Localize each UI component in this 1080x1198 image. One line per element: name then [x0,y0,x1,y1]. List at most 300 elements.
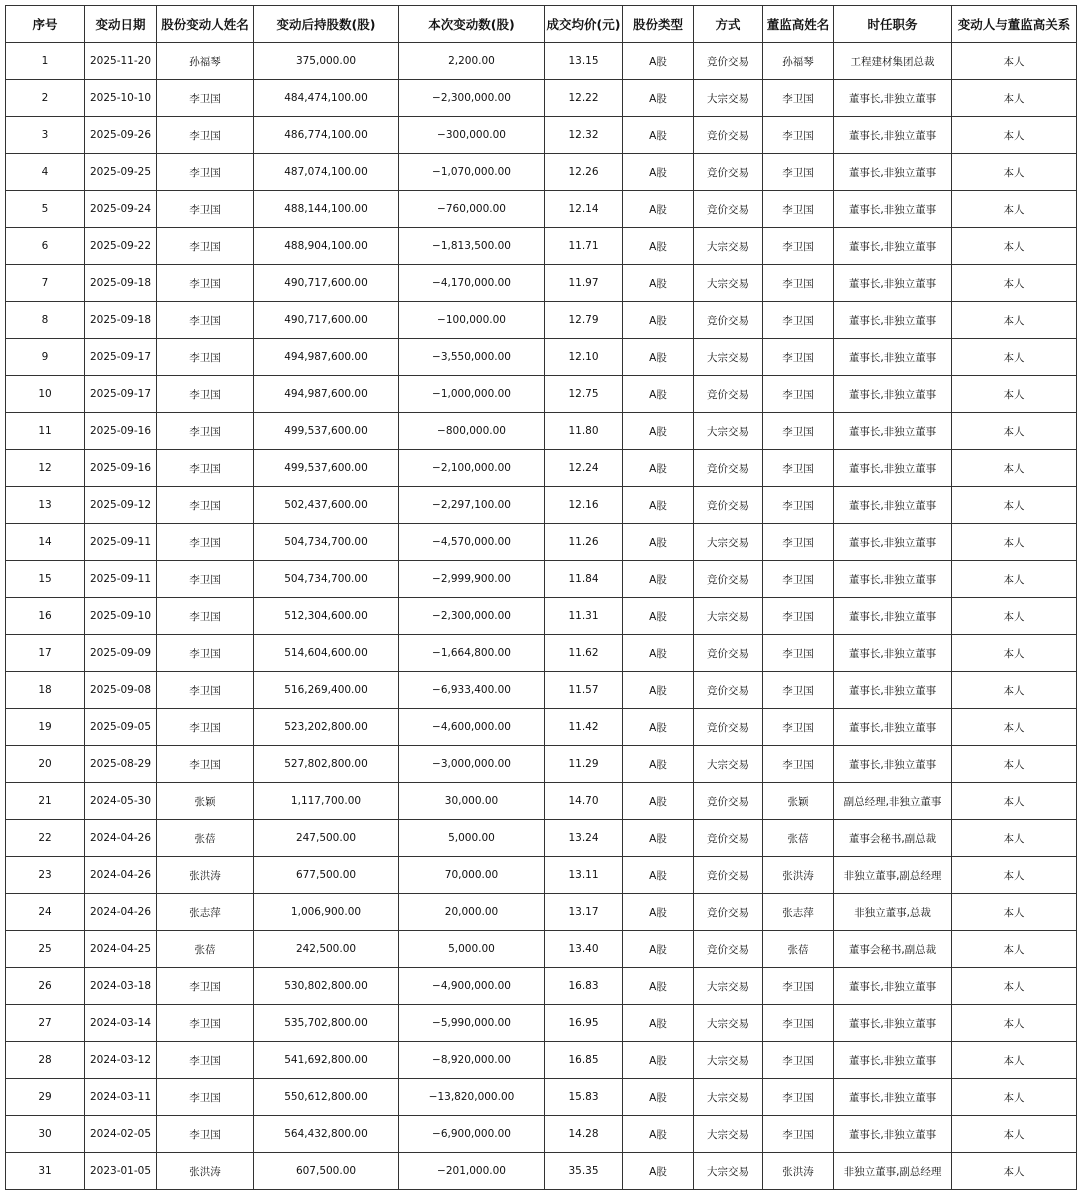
cell-index: 31 [6,1153,85,1190]
cell-change-amount: −201,000.00 [399,1153,545,1190]
cell-executive-name: 李卫国 [763,302,834,339]
cell-change-amount: −3,000,000.00 [399,746,545,783]
cell-avg-price: 12.10 [545,339,623,376]
table-row [6,1079,1077,1116]
cell-shares-after: 490,717,600.00 [254,265,399,302]
cell-shares-after: 490,717,600.00 [254,302,399,339]
cell-index: 16 [6,598,85,635]
cell-executive-name: 张志萍 [763,894,834,931]
cell-index: 9 [6,339,85,376]
cell-method: 竞价交易 [694,450,763,487]
cell-change-amount: 5,000.00 [399,931,545,968]
cell-share-type: A股 [623,43,694,80]
cell-executive-name: 张颖 [763,783,834,820]
cell-relationship: 本人 [952,1153,1077,1190]
cell-executive-name: 李卫国 [763,598,834,635]
cell-executive-name: 李卫国 [763,191,834,228]
cell-avg-price: 11.97 [545,265,623,302]
cell-avg-price: 12.22 [545,80,623,117]
cell-share-type: A股 [623,450,694,487]
cell-executive-name: 张蓓 [763,820,834,857]
cell-change-amount: 70,000.00 [399,857,545,894]
cell-method: 竞价交易 [694,117,763,154]
table-row [6,561,1077,598]
cell-avg-price: 12.16 [545,487,623,524]
cell-share-type: A股 [623,80,694,117]
cell-position: 董事会秘书,副总裁 [834,931,952,968]
cell-change-amount: −1,000,000.00 [399,376,545,413]
cell-executive-name: 李卫国 [763,117,834,154]
cell-index: 15 [6,561,85,598]
cell-share-type: A股 [623,598,694,635]
cell-position: 董事长,非独立董事 [834,709,952,746]
cell-index: 27 [6,1005,85,1042]
table-row [6,265,1077,302]
cell-changer-name: 张蓓 [157,820,254,857]
cell-changer-name: 李卫国 [157,968,254,1005]
cell-relationship: 本人 [952,672,1077,709]
cell-method: 竞价交易 [694,931,763,968]
shareholding-change-table-container [5,5,1077,1190]
cell-change-date: 2025-09-18 [85,302,157,339]
cell-index: 11 [6,413,85,450]
table-row [6,894,1077,931]
cell-relationship: 本人 [952,746,1077,783]
header-executive-name: 董监高姓名 [763,6,834,43]
cell-executive-name: 李卫国 [763,339,834,376]
cell-executive-name: 孙福琴 [763,43,834,80]
table-row [6,709,1077,746]
cell-change-amount: −2,100,000.00 [399,450,545,487]
cell-change-date: 2025-09-16 [85,413,157,450]
table-row [6,635,1077,672]
cell-change-date: 2025-09-26 [85,117,157,154]
cell-index: 30 [6,1116,85,1153]
cell-avg-price: 11.26 [545,524,623,561]
cell-changer-name: 李卫国 [157,265,254,302]
cell-relationship: 本人 [952,265,1077,302]
cell-method: 大宗交易 [694,968,763,1005]
cell-change-amount: −1,813,500.00 [399,228,545,265]
cell-avg-price: 13.11 [545,857,623,894]
header-shares-after: 变动后持股数(股) [254,6,399,43]
cell-method: 大宗交易 [694,80,763,117]
cell-method: 大宗交易 [694,524,763,561]
cell-index: 28 [6,1042,85,1079]
cell-change-date: 2025-09-11 [85,524,157,561]
cell-change-date: 2024-04-26 [85,894,157,931]
cell-relationship: 本人 [952,635,1077,672]
cell-relationship: 本人 [952,894,1077,931]
cell-shares-after: 247,500.00 [254,820,399,857]
cell-share-type: A股 [623,894,694,931]
cell-change-date: 2024-04-26 [85,820,157,857]
cell-share-type: A股 [623,191,694,228]
cell-index: 1 [6,43,85,80]
cell-change-date: 2025-09-18 [85,265,157,302]
table-row [6,524,1077,561]
cell-change-amount: −4,600,000.00 [399,709,545,746]
header-index: 序号 [6,6,85,43]
cell-position: 董事长,非独立董事 [834,672,952,709]
cell-change-date: 2025-10-10 [85,80,157,117]
cell-position: 董事长,非独立董事 [834,339,952,376]
cell-share-type: A股 [623,487,694,524]
table-row [6,302,1077,339]
cell-relationship: 本人 [952,117,1077,154]
cell-change-amount: −2,999,900.00 [399,561,545,598]
cell-method: 竞价交易 [694,376,763,413]
cell-shares-after: 242,500.00 [254,931,399,968]
cell-change-date: 2025-09-17 [85,376,157,413]
cell-share-type: A股 [623,1005,694,1042]
cell-method: 竞价交易 [694,783,763,820]
cell-relationship: 本人 [952,228,1077,265]
cell-method: 大宗交易 [694,1042,763,1079]
cell-changer-name: 李卫国 [157,450,254,487]
table-row [6,598,1077,635]
cell-shares-after: 484,474,100.00 [254,80,399,117]
cell-avg-price: 13.15 [545,43,623,80]
cell-method: 大宗交易 [694,228,763,265]
header-relationship: 变动人与董监高关系 [952,6,1077,43]
cell-changer-name: 李卫国 [157,524,254,561]
table-row [6,1116,1077,1153]
cell-index: 17 [6,635,85,672]
cell-shares-after: 607,500.00 [254,1153,399,1190]
cell-share-type: A股 [623,1116,694,1153]
table-row [6,857,1077,894]
cell-changer-name: 张蓓 [157,931,254,968]
header-changer-name: 股份变动人姓名 [157,6,254,43]
cell-relationship: 本人 [952,709,1077,746]
cell-index: 29 [6,1079,85,1116]
cell-change-amount: −4,900,000.00 [399,968,545,1005]
cell-position: 董事长,非独立董事 [834,265,952,302]
table-row [6,746,1077,783]
cell-change-date: 2023-01-05 [85,1153,157,1190]
cell-relationship: 本人 [952,154,1077,191]
cell-position: 董事长,非独立董事 [834,450,952,487]
cell-avg-price: 16.95 [545,1005,623,1042]
cell-method: 大宗交易 [694,1005,763,1042]
cell-changer-name: 李卫国 [157,339,254,376]
cell-executive-name: 李卫国 [763,80,834,117]
cell-position: 工程建材集团总裁 [834,43,952,80]
cell-executive-name: 李卫国 [763,672,834,709]
cell-change-date: 2025-09-11 [85,561,157,598]
cell-executive-name: 李卫国 [763,450,834,487]
cell-position: 董事长,非独立董事 [834,154,952,191]
cell-shares-after: 527,802,800.00 [254,746,399,783]
cell-shares-after: 514,604,600.00 [254,635,399,672]
cell-avg-price: 11.31 [545,598,623,635]
cell-change-date: 2024-03-12 [85,1042,157,1079]
cell-index: 7 [6,265,85,302]
cell-shares-after: 1,006,900.00 [254,894,399,931]
cell-change-amount: −6,933,400.00 [399,672,545,709]
cell-index: 23 [6,857,85,894]
cell-avg-price: 12.79 [545,302,623,339]
cell-relationship: 本人 [952,80,1077,117]
cell-index: 19 [6,709,85,746]
cell-method: 大宗交易 [694,746,763,783]
cell-relationship: 本人 [952,783,1077,820]
table-body [6,43,1077,1190]
cell-shares-after: 494,987,600.00 [254,376,399,413]
header-change-date: 变动日期 [85,6,157,43]
cell-share-type: A股 [623,635,694,672]
cell-share-type: A股 [623,1042,694,1079]
cell-avg-price: 15.83 [545,1079,623,1116]
cell-executive-name: 李卫国 [763,228,834,265]
cell-change-date: 2025-09-16 [85,450,157,487]
cell-method: 竞价交易 [694,302,763,339]
cell-position: 董事长,非独立董事 [834,191,952,228]
cell-change-amount: −8,920,000.00 [399,1042,545,1079]
cell-shares-after: 487,074,100.00 [254,154,399,191]
cell-relationship: 本人 [952,1116,1077,1153]
cell-changer-name: 张洪涛 [157,857,254,894]
cell-position: 董事长,非独立董事 [834,968,952,1005]
header-share-type: 股份类型 [623,6,694,43]
table-row [6,450,1077,487]
cell-changer-name: 李卫国 [157,80,254,117]
cell-avg-price: 13.40 [545,931,623,968]
cell-share-type: A股 [623,746,694,783]
cell-shares-after: 488,144,100.00 [254,191,399,228]
cell-executive-name: 张蓓 [763,931,834,968]
cell-index: 2 [6,80,85,117]
cell-share-type: A股 [623,783,694,820]
cell-shares-after: 488,904,100.00 [254,228,399,265]
cell-share-type: A股 [623,709,694,746]
cell-relationship: 本人 [952,413,1077,450]
cell-change-amount: −2,297,100.00 [399,487,545,524]
cell-share-type: A股 [623,376,694,413]
cell-avg-price: 11.84 [545,561,623,598]
cell-index: 8 [6,302,85,339]
cell-index: 24 [6,894,85,931]
cell-method: 大宗交易 [694,1079,763,1116]
cell-avg-price: 13.17 [545,894,623,931]
cell-index: 25 [6,931,85,968]
cell-share-type: A股 [623,561,694,598]
cell-change-date: 2024-04-25 [85,931,157,968]
cell-avg-price: 11.29 [545,746,623,783]
cell-change-amount: −760,000.00 [399,191,545,228]
cell-executive-name: 李卫国 [763,154,834,191]
cell-changer-name: 李卫国 [157,746,254,783]
cell-method: 大宗交易 [694,339,763,376]
cell-changer-name: 李卫国 [157,1042,254,1079]
cell-index: 14 [6,524,85,561]
cell-changer-name: 李卫国 [157,228,254,265]
cell-changer-name: 李卫国 [157,376,254,413]
cell-changer-name: 李卫国 [157,1079,254,1116]
table-row [6,376,1077,413]
cell-share-type: A股 [623,228,694,265]
cell-avg-price: 14.28 [545,1116,623,1153]
cell-relationship: 本人 [952,1042,1077,1079]
cell-change-date: 2025-08-29 [85,746,157,783]
cell-change-date: 2025-09-24 [85,191,157,228]
cell-share-type: A股 [623,524,694,561]
cell-shares-after: 499,537,600.00 [254,450,399,487]
cell-change-date: 2024-03-18 [85,968,157,1005]
cell-method: 大宗交易 [694,265,763,302]
cell-relationship: 本人 [952,191,1077,228]
cell-changer-name: 李卫国 [157,635,254,672]
cell-share-type: A股 [623,1153,694,1190]
table-row [6,783,1077,820]
cell-position: 董事长,非独立董事 [834,635,952,672]
cell-changer-name: 李卫国 [157,191,254,228]
cell-method: 竞价交易 [694,561,763,598]
cell-method: 大宗交易 [694,1153,763,1190]
table-row [6,820,1077,857]
cell-share-type: A股 [623,672,694,709]
cell-executive-name: 李卫国 [763,746,834,783]
cell-relationship: 本人 [952,820,1077,857]
cell-executive-name: 李卫国 [763,413,834,450]
cell-change-amount: −1,070,000.00 [399,154,545,191]
cell-position: 副总经理,非独立董事 [834,783,952,820]
cell-executive-name: 李卫国 [763,709,834,746]
cell-method: 竞价交易 [694,154,763,191]
cell-shares-after: 504,734,700.00 [254,561,399,598]
cell-index: 12 [6,450,85,487]
cell-relationship: 本人 [952,339,1077,376]
cell-relationship: 本人 [952,931,1077,968]
cell-changer-name: 张颖 [157,783,254,820]
cell-relationship: 本人 [952,450,1077,487]
cell-method: 竞价交易 [694,820,763,857]
cell-avg-price: 13.24 [545,820,623,857]
cell-shares-after: 535,702,800.00 [254,1005,399,1042]
table-row [6,339,1077,376]
cell-changer-name: 李卫国 [157,117,254,154]
cell-executive-name: 李卫国 [763,1042,834,1079]
cell-relationship: 本人 [952,1079,1077,1116]
cell-share-type: A股 [623,413,694,450]
cell-change-date: 2025-09-25 [85,154,157,191]
cell-shares-after: 564,432,800.00 [254,1116,399,1153]
cell-share-type: A股 [623,931,694,968]
cell-avg-price: 14.70 [545,783,623,820]
cell-change-date: 2025-09-08 [85,672,157,709]
cell-executive-name: 李卫国 [763,561,834,598]
cell-position: 董事长,非独立董事 [834,1116,952,1153]
cell-shares-after: 494,987,600.00 [254,339,399,376]
cell-position: 董事长,非独立董事 [834,598,952,635]
header-change-amount: 本次变动数(股) [399,6,545,43]
cell-shares-after: 550,612,800.00 [254,1079,399,1116]
cell-share-type: A股 [623,1079,694,1116]
cell-change-date: 2025-09-05 [85,709,157,746]
cell-changer-name: 李卫国 [157,154,254,191]
cell-method: 竞价交易 [694,191,763,228]
cell-position: 董事长,非独立董事 [834,487,952,524]
cell-change-amount: −4,570,000.00 [399,524,545,561]
cell-relationship: 本人 [952,968,1077,1005]
cell-method: 竞价交易 [694,635,763,672]
cell-shares-after: 499,537,600.00 [254,413,399,450]
cell-shares-after: 677,500.00 [254,857,399,894]
cell-position: 董事长,非独立董事 [834,228,952,265]
header-avg-price: 成交均价(元) [545,6,623,43]
cell-position: 董事长,非独立董事 [834,376,952,413]
cell-shares-after: 530,802,800.00 [254,968,399,1005]
cell-change-date: 2025-09-10 [85,598,157,635]
cell-relationship: 本人 [952,857,1077,894]
cell-index: 6 [6,228,85,265]
cell-changer-name: 李卫国 [157,598,254,635]
cell-changer-name: 孙福琴 [157,43,254,80]
cell-share-type: A股 [623,339,694,376]
table-row [6,80,1077,117]
cell-avg-price: 12.32 [545,117,623,154]
cell-index: 10 [6,376,85,413]
cell-change-date: 2024-04-26 [85,857,157,894]
cell-avg-price: 16.83 [545,968,623,1005]
cell-relationship: 本人 [952,302,1077,339]
cell-changer-name: 李卫国 [157,561,254,598]
table-row [6,487,1077,524]
table-row [6,43,1077,80]
cell-change-amount: −300,000.00 [399,117,545,154]
cell-change-amount: −3,550,000.00 [399,339,545,376]
cell-changer-name: 李卫国 [157,413,254,450]
cell-changer-name: 张洪涛 [157,1153,254,1190]
table-row [6,1005,1077,1042]
cell-changer-name: 李卫国 [157,1116,254,1153]
cell-change-amount: −6,900,000.00 [399,1116,545,1153]
cell-relationship: 本人 [952,43,1077,80]
table-row [6,191,1077,228]
cell-index: 5 [6,191,85,228]
cell-relationship: 本人 [952,524,1077,561]
cell-index: 4 [6,154,85,191]
cell-index: 20 [6,746,85,783]
cell-executive-name: 李卫国 [763,376,834,413]
cell-share-type: A股 [623,154,694,191]
cell-avg-price: 11.57 [545,672,623,709]
cell-position: 董事长,非独立董事 [834,413,952,450]
table-row [6,117,1077,154]
cell-change-amount: 20,000.00 [399,894,545,931]
cell-executive-name: 李卫国 [763,524,834,561]
cell-relationship: 本人 [952,376,1077,413]
shareholding-change-table [5,5,1077,1190]
header-method: 方式 [694,6,763,43]
cell-change-amount: −13,820,000.00 [399,1079,545,1116]
cell-avg-price: 12.24 [545,450,623,487]
cell-method: 竞价交易 [694,43,763,80]
cell-change-date: 2024-05-30 [85,783,157,820]
cell-relationship: 本人 [952,1005,1077,1042]
cell-relationship: 本人 [952,561,1077,598]
cell-share-type: A股 [623,265,694,302]
cell-changer-name: 李卫国 [157,302,254,339]
cell-change-amount: −100,000.00 [399,302,545,339]
cell-shares-after: 504,734,700.00 [254,524,399,561]
cell-avg-price: 12.75 [545,376,623,413]
cell-share-type: A股 [623,968,694,1005]
table-row [6,154,1077,191]
cell-change-amount: 30,000.00 [399,783,545,820]
table-row [6,228,1077,265]
